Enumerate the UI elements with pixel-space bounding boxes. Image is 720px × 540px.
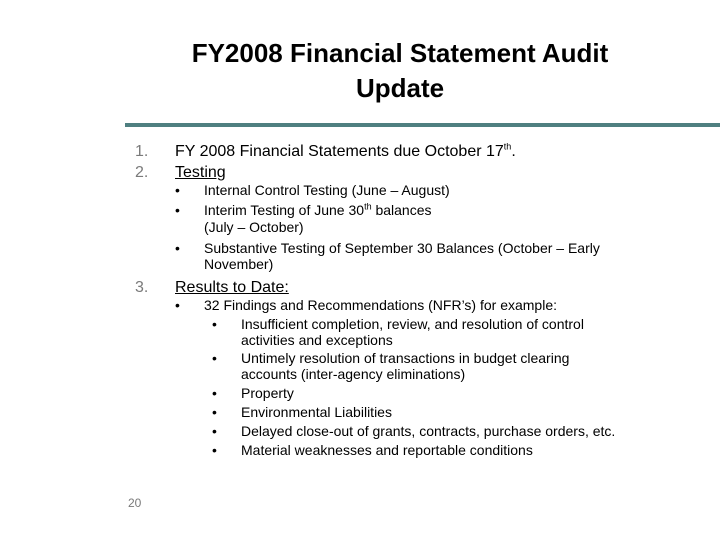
result-4: Environmental Liabilities xyxy=(241,404,392,420)
item-number-1: 1. xyxy=(135,143,149,160)
result-1-line1: Insufficient completion, review, and resolution of control xyxy=(241,316,584,332)
results-lead: 32 Findings and Recommendations (NFR’s) for example: xyxy=(204,297,558,313)
testing-bullet-2-line2: (July – October) xyxy=(204,219,304,235)
sub-bullet: • xyxy=(212,316,217,332)
bullet: • xyxy=(175,240,180,256)
sub-bullet: • xyxy=(212,404,217,420)
title-line-2: Update xyxy=(355,73,445,103)
testing-bullet-3-line1: Substantive Testing of September 30 Balances (October – Early xyxy=(204,240,600,256)
item-3-text: Results to Date: xyxy=(175,279,289,296)
item-1-sup: th xyxy=(503,141,512,152)
result-6: Material weaknesses and reportable conditions xyxy=(241,442,533,458)
bullet: • xyxy=(175,202,180,218)
result-2-line2: accounts (inter-agency eliminations) xyxy=(241,366,466,382)
sub-bullet: • xyxy=(212,442,217,458)
item-1-main: FY 2008 Financial Statements due October 17 xyxy=(175,143,504,160)
result-5: Delayed close-out of grants, contracts, purchase orders, etc. xyxy=(241,423,616,439)
slide-title xyxy=(90,36,710,106)
title-divider xyxy=(125,123,720,127)
result-2-line1: Untimely resolution of transactions in budget clearing xyxy=(241,350,570,366)
page-number: 20 xyxy=(128,496,142,510)
item-number-3: 3. xyxy=(135,279,149,296)
title-line-1: FY2008 Financial Statement Audit xyxy=(191,38,609,68)
sub-bullet: • xyxy=(212,385,217,401)
item-1-text xyxy=(175,142,516,162)
testing-bullet-3-line2: November) xyxy=(204,256,274,272)
result-1-line2: activities and exceptions xyxy=(241,332,393,348)
testing-bullet-2-pre: Interim Testing of June 30 xyxy=(204,202,365,218)
testing-bullet-2 xyxy=(204,202,432,218)
bullet: • xyxy=(175,182,180,198)
item-number-2: 2. xyxy=(135,164,149,181)
bullet: • xyxy=(175,297,180,313)
item-1-suffix: . xyxy=(511,143,516,160)
result-3: Property xyxy=(241,385,294,401)
testing-bullet-2-sup: th xyxy=(364,201,372,212)
item-2-text: Testing xyxy=(175,164,226,181)
testing-bullet-1: Internal Control Testing (June – August) xyxy=(204,182,450,198)
sub-bullet: • xyxy=(212,423,217,439)
sub-bullet: • xyxy=(212,350,217,366)
testing-bullet-2-post: balances xyxy=(371,202,432,218)
